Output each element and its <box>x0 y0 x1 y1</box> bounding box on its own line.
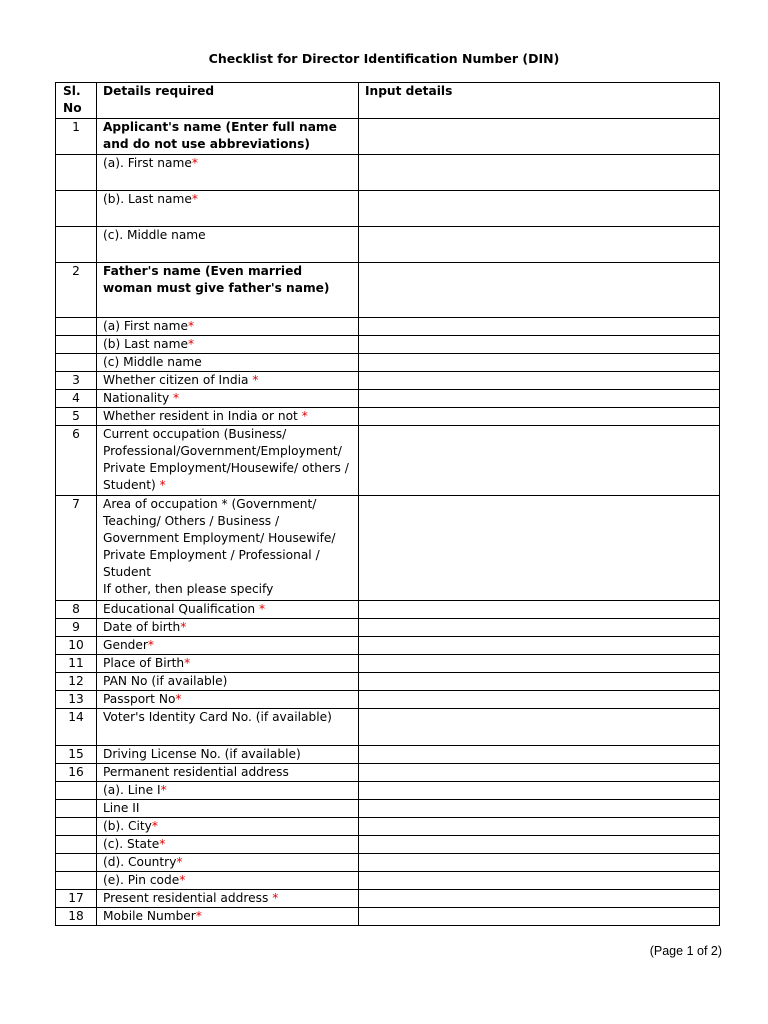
table-row <box>56 709 720 746</box>
details-required-cell <box>97 746 359 764</box>
details-required-cell <box>97 890 359 908</box>
required-asterisk: * <box>187 319 195 333</box>
table-row <box>56 908 720 926</box>
field-label: (d). Country <box>103 855 177 869</box>
details-required-cell <box>97 782 359 800</box>
serial-number: 8 <box>56 601 97 619</box>
input-details-cell[interactable] <box>359 336 720 354</box>
input-details-cell[interactable] <box>359 390 720 408</box>
input-details-cell[interactable] <box>359 191 720 227</box>
input-details-cell[interactable] <box>359 764 720 782</box>
field-label: (c). State <box>103 837 160 851</box>
input-details-cell[interactable] <box>359 227 720 263</box>
input-details-cell[interactable] <box>359 354 720 372</box>
required-asterisk: * <box>187 337 195 351</box>
details-required-cell <box>97 601 359 619</box>
field-label: (c) Middle name <box>103 355 202 369</box>
field-label: (b). Last name <box>103 192 192 206</box>
field-label: Applicant's name (Enter full name and do not use abbreviations) <box>103 120 342 151</box>
details-required-cell <box>97 263 359 318</box>
details-required-cell <box>97 691 359 709</box>
serial-number: 6 <box>56 426 97 496</box>
required-asterisk: * <box>301 409 308 423</box>
input-details-cell[interactable] <box>359 372 720 390</box>
input-details-cell[interactable] <box>359 872 720 890</box>
required-asterisk: * <box>184 656 191 670</box>
field-label: Father's name (Even married woman must give father's name) <box>103 264 330 295</box>
input-details-cell[interactable] <box>359 637 720 655</box>
serial-number: 7 <box>56 496 97 601</box>
field-label: Whether citizen of India <box>103 373 253 387</box>
serial-number <box>56 854 97 872</box>
details-required-cell <box>97 372 359 390</box>
details-required-cell <box>97 318 359 336</box>
serial-number: 18 <box>56 908 97 926</box>
input-details-cell[interactable] <box>359 601 720 619</box>
required-asterisk: * <box>175 692 182 706</box>
input-details-cell[interactable] <box>359 908 720 926</box>
field-label: Educational Qualification <box>103 602 260 616</box>
serial-number <box>56 800 97 818</box>
required-asterisk: * <box>252 373 259 387</box>
serial-number: 15 <box>56 746 97 764</box>
field-label: Gender <box>103 638 148 652</box>
details-required-cell <box>97 354 359 372</box>
serial-number: 3 <box>56 372 97 390</box>
details-required-cell <box>97 655 359 673</box>
serial-number: 16 <box>56 764 97 782</box>
serial-number <box>56 872 97 890</box>
details-required-cell <box>97 336 359 354</box>
serial-number: 14 <box>56 709 97 746</box>
input-details-cell[interactable] <box>359 496 720 601</box>
serial-number <box>56 354 97 372</box>
details-required-cell <box>97 390 359 408</box>
details-required-cell <box>97 227 359 263</box>
table-row <box>56 227 720 263</box>
field-label: Area of occupation * (Government/ Teaching/ Others / Business / Government Employment/ Housewife/ Private Employment / Professional / Student If other, then please specify <box>103 497 336 596</box>
field-label: Current occupation (Business/ Professional/Government/Employment/ Private Employment/Housewife/ others / Student) <box>103 427 353 492</box>
field-label: Mobile Number <box>103 909 196 923</box>
input-details-cell[interactable] <box>359 691 720 709</box>
required-asterisk: * <box>272 891 279 905</box>
required-asterisk: * <box>147 638 155 652</box>
field-label: Whether resident in India or not <box>103 409 302 423</box>
field-label: (e). Pin code <box>103 873 180 887</box>
table-row <box>56 318 720 336</box>
header-row <box>56 83 720 119</box>
table-row <box>56 872 720 890</box>
field-label: (c). Middle name <box>103 228 206 242</box>
table-row <box>56 354 720 372</box>
details-required-cell <box>97 426 359 496</box>
serial-number <box>56 836 97 854</box>
field-label: Place of Birth <box>103 656 185 670</box>
input-details-cell[interactable] <box>359 155 720 191</box>
input-details-cell[interactable] <box>359 818 720 836</box>
field-label: Permanent residential address <box>103 765 289 779</box>
serial-number: 4 <box>56 390 97 408</box>
serial-number: 11 <box>56 655 97 673</box>
table-row <box>56 818 720 836</box>
details-required-cell <box>97 637 359 655</box>
required-asterisk: * <box>151 819 158 833</box>
input-details-cell[interactable] <box>359 263 720 318</box>
serial-number <box>56 155 97 191</box>
details-required-cell <box>97 119 359 155</box>
details-required-cell <box>97 854 359 872</box>
table-row <box>56 601 720 619</box>
required-asterisk: * <box>159 478 166 492</box>
details-required-cell <box>97 800 359 818</box>
input-details-cell[interactable] <box>359 800 720 818</box>
details-required-cell <box>97 155 359 191</box>
required-asterisk: * <box>191 156 198 170</box>
input-details-cell[interactable] <box>359 318 720 336</box>
details-required-cell <box>97 908 359 926</box>
serial-number: 2 <box>56 263 97 318</box>
serial-number: 5 <box>56 408 97 426</box>
field-label: (a). First name <box>103 156 192 170</box>
table-row <box>56 782 720 800</box>
checklist-table <box>55 82 720 926</box>
field-label: Line II <box>103 801 140 815</box>
required-asterisk: * <box>160 783 167 797</box>
serial-number <box>56 227 97 263</box>
table-row <box>56 155 720 191</box>
header-input-details: Input details <box>359 83 720 119</box>
header-details-required: Details required <box>97 83 359 119</box>
required-asterisk: * <box>180 620 187 634</box>
details-required-cell <box>97 709 359 746</box>
details-required-cell <box>97 191 359 227</box>
table-row <box>56 496 720 601</box>
required-asterisk: * <box>176 855 183 869</box>
table-row <box>56 836 720 854</box>
header-sl-no: Sl. No <box>56 83 97 119</box>
table-row <box>56 673 720 691</box>
table-row <box>56 691 720 709</box>
field-label: (a) First name <box>103 319 188 333</box>
serial-number: 9 <box>56 619 97 637</box>
details-required-cell <box>97 496 359 601</box>
input-details-cell[interactable] <box>359 782 720 800</box>
table-row <box>56 408 720 426</box>
input-details-cell[interactable] <box>359 426 720 496</box>
serial-number <box>56 336 97 354</box>
field-label: Present residential address <box>103 891 273 905</box>
details-required-cell <box>97 818 359 836</box>
input-details-cell[interactable] <box>359 673 720 691</box>
required-asterisk: * <box>259 602 266 616</box>
required-asterisk: * <box>191 192 198 206</box>
field-label: Nationality <box>103 391 174 405</box>
field-label: PAN No (if available) <box>103 674 228 688</box>
serial-number: 13 <box>56 691 97 709</box>
details-required-cell <box>97 872 359 890</box>
table-row <box>56 800 720 818</box>
field-label: (a). Line I <box>103 783 161 797</box>
input-details-cell[interactable] <box>359 854 720 872</box>
table-row <box>56 655 720 673</box>
details-required-cell <box>97 619 359 637</box>
table-row <box>56 390 720 408</box>
table-row <box>56 191 720 227</box>
input-details-cell[interactable] <box>359 709 720 746</box>
serial-number <box>56 818 97 836</box>
input-details-cell[interactable] <box>359 119 720 155</box>
field-label: Date of birth <box>103 620 181 634</box>
field-label: (b). City <box>103 819 152 833</box>
input-details-cell[interactable] <box>359 890 720 908</box>
page-number: (Page 1 of 2) <box>649 944 722 958</box>
details-required-cell <box>97 836 359 854</box>
table-row <box>56 263 720 318</box>
table-row <box>56 746 720 764</box>
serial-number: 17 <box>56 890 97 908</box>
input-details-cell[interactable] <box>359 619 720 637</box>
serial-number: 12 <box>56 673 97 691</box>
required-asterisk: * <box>173 391 180 405</box>
serial-number: 10 <box>56 637 97 655</box>
input-details-cell[interactable] <box>359 746 720 764</box>
details-required-cell <box>97 408 359 426</box>
input-details-cell[interactable] <box>359 655 720 673</box>
field-label: Driving License No. (if available) <box>103 747 301 761</box>
table-row <box>56 619 720 637</box>
details-required-cell <box>97 673 359 691</box>
table-row <box>56 637 720 655</box>
field-label: Passport No <box>103 692 176 706</box>
table-row <box>56 764 720 782</box>
required-asterisk: * <box>179 873 186 887</box>
table-row <box>56 119 720 155</box>
serial-number <box>56 782 97 800</box>
serial-number <box>56 318 97 336</box>
table-row <box>56 372 720 390</box>
input-details-cell[interactable] <box>359 408 720 426</box>
serial-number <box>56 191 97 227</box>
table-row <box>56 336 720 354</box>
serial-number: 1 <box>56 119 97 155</box>
details-required-cell <box>97 764 359 782</box>
field-label: Voter's Identity Card No. (if available) <box>103 710 332 724</box>
required-asterisk: * <box>159 837 166 851</box>
input-details-cell[interactable] <box>359 836 720 854</box>
table-row <box>56 890 720 908</box>
table-row <box>56 426 720 496</box>
document-title: Checklist for Director Identification Number (DIN) <box>208 51 560 66</box>
table-row <box>56 854 720 872</box>
required-asterisk: * <box>195 909 202 923</box>
field-label: (b) Last name <box>103 337 188 351</box>
